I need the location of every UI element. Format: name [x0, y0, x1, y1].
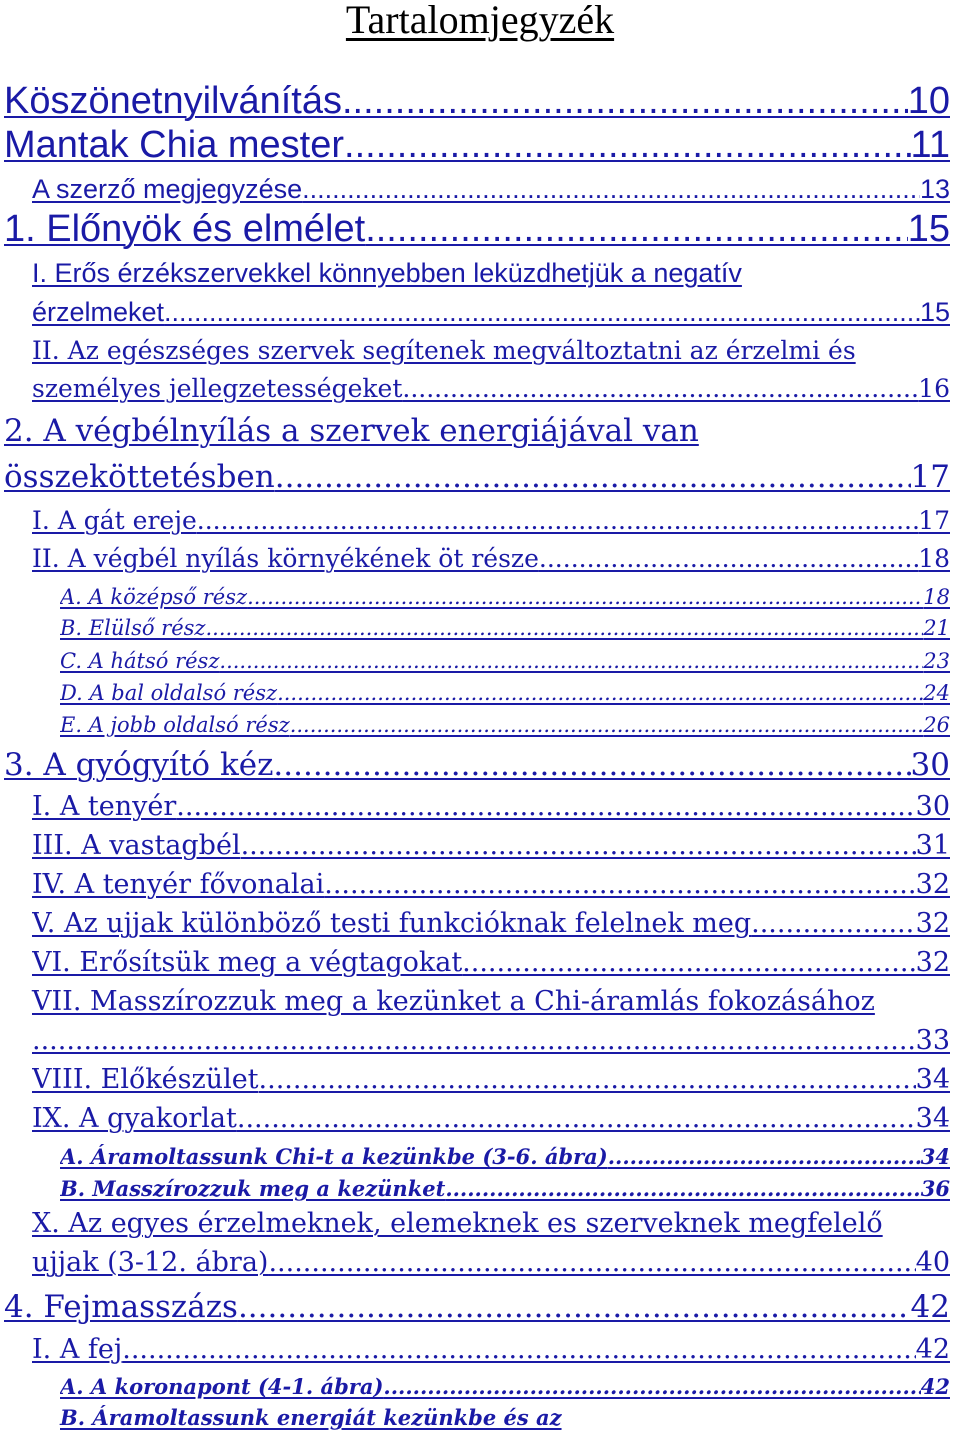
toc-page-number: 40	[915, 1247, 950, 1278]
toc-entry-text: személyes jellegzetességeket	[32, 374, 403, 403]
toc-entry[interactable]	[60, 614, 950, 642]
toc-page-number: 17	[918, 506, 950, 535]
toc-page-number: 16	[918, 374, 950, 403]
toc-entry-text: összeköttetésben	[4, 459, 275, 495]
toc-entry[interactable]	[32, 543, 950, 575]
dot-leader	[275, 458, 911, 496]
dot-leader	[205, 614, 923, 642]
toc-entry-text: II. A végbél nyílás környékének öt része	[32, 544, 539, 573]
dot-leader	[122, 1333, 915, 1367]
toc-entry[interactable]	[60, 711, 950, 739]
toc-entry[interactable]	[60, 583, 950, 611]
toc-entry-text: I. A gát ereje	[32, 506, 197, 535]
dot-leader	[539, 543, 918, 575]
toc-page-number: 42	[920, 1374, 950, 1399]
dot-leader	[751, 907, 916, 941]
dot-leader	[324, 868, 915, 902]
toc-entry-text: E. A jobb oldalsó rész	[60, 713, 290, 737]
toc-entry[interactable]	[32, 1333, 950, 1367]
dot-leader	[197, 505, 918, 537]
toc-entry[interactable]	[32, 172, 950, 206]
toc-entry[interactable]	[60, 1373, 950, 1401]
toc-page-number: 18	[923, 585, 950, 609]
toc-entry[interactable]	[32, 790, 950, 824]
toc-entry[interactable]	[60, 1175, 950, 1203]
toc-page-number: 32	[915, 908, 950, 939]
toc-entry[interactable]	[4, 1288, 950, 1326]
toc-page-number: 11	[910, 124, 950, 166]
dot-leader	[365, 208, 908, 250]
toc-page-number: 32	[915, 869, 950, 900]
toc-entry-text: Mantak Chia mester	[4, 124, 345, 166]
dot-leader	[302, 172, 920, 206]
toc-page-number: 15	[919, 297, 950, 327]
toc-entry-text: B. Elülső rész	[60, 616, 206, 640]
dot-leader	[238, 1288, 911, 1326]
toc-entry-text: A szerző megjegyzése	[32, 174, 303, 204]
toc-entry-text: IV. A tenyér fővonalai	[32, 869, 325, 900]
toc-entry-text: 1. Előnyök és elmélet	[4, 208, 366, 250]
toc-entry[interactable]	[60, 647, 950, 675]
toc-entry[interactable]	[32, 373, 950, 405]
toc-entry-text: C. A hátsó rész	[60, 649, 220, 673]
dot-leader	[247, 583, 923, 611]
toc-page-number: 30	[915, 791, 950, 822]
toc-page-number: 34	[920, 1144, 950, 1169]
dot-leader	[32, 1024, 916, 1058]
toc-page-number: 10	[907, 80, 950, 122]
toc-entry-text: Köszönetnyilvánítás	[4, 80, 342, 122]
dot-leader	[342, 80, 908, 122]
toc-page-number: 30	[910, 747, 950, 783]
toc-entry[interactable]	[4, 458, 950, 496]
toc-entry[interactable]	[32, 946, 950, 980]
toc-entry-text: V. Az ujjak különböző testi funkcióknak felelnek meg	[32, 908, 752, 939]
toc-entry-text[interactable]: B. Áramoltassunk energiát kezünkbe és az	[60, 1405, 562, 1430]
toc-entry-text: A. A koronapont (4-1. ábra)	[60, 1374, 384, 1399]
toc-entry[interactable]	[4, 80, 950, 122]
toc-page-number: 33	[915, 1025, 950, 1056]
dot-leader	[237, 1102, 916, 1136]
toc-entry[interactable]	[60, 679, 950, 707]
toc-entry[interactable]	[4, 746, 950, 784]
dot-leader	[344, 124, 911, 166]
dot-leader	[164, 295, 920, 329]
dot-leader	[176, 790, 915, 824]
toc-entry[interactable]	[32, 907, 950, 941]
toc-entry[interactable]	[32, 295, 950, 329]
toc-entry-text: D. A bal oldalsó rész	[60, 681, 278, 705]
toc-page-number: 23	[923, 649, 950, 673]
toc-entry[interactable]	[32, 829, 950, 863]
dot-leader	[277, 679, 923, 707]
toc-page-number: 42	[915, 1334, 950, 1365]
toc-entry-text: I. A fej	[32, 1334, 123, 1365]
toc-entry-text: 3. A gyógyító kéz	[4, 747, 274, 783]
toc-page-number: 13	[919, 174, 950, 204]
toc-entry-text: B. Masszírozzuk meg a kezünket	[60, 1176, 446, 1201]
toc-entry[interactable]	[32, 1063, 950, 1097]
toc-entry-text[interactable]: X. Az egyes érzelmeknek, elemeknek es szerveknek megfelelő	[32, 1208, 883, 1239]
toc-entry-text: IX. A gyakorlat	[32, 1103, 237, 1134]
dot-leader	[383, 1373, 920, 1401]
dot-leader	[268, 1246, 915, 1280]
toc-entry-text[interactable]: VII. Masszírozzuk meg a kezünket a Chi-áramlás fokozásához	[32, 986, 875, 1017]
dot-leader	[608, 1143, 921, 1171]
toc-page-number: 31	[915, 830, 950, 861]
toc-entry-text: A. A középső rész	[60, 585, 248, 609]
toc-entry[interactable]	[32, 1024, 950, 1058]
toc-entry-text[interactable]: 2. A végbélnyílás a szervek energiájával van	[4, 413, 699, 449]
toc-page-number: 34	[915, 1064, 950, 1095]
toc-entry-text: I. A tenyér	[32, 791, 177, 822]
dot-leader	[241, 829, 916, 863]
toc-entry[interactable]	[32, 868, 950, 902]
dot-leader	[290, 711, 924, 739]
toc-entry[interactable]	[60, 1143, 950, 1171]
toc-entry[interactable]	[32, 1102, 950, 1136]
toc-page-number: 26	[923, 713, 950, 737]
toc-page-number: 15	[907, 208, 950, 250]
dot-leader	[219, 647, 923, 675]
dot-leader	[462, 946, 915, 980]
toc-entry-text[interactable]: I. Erős érzékszervekkel könnyebben leküzdhetjük a negatív	[32, 258, 742, 288]
dot-leader	[402, 373, 918, 405]
toc-entry-text: VIII. Előkészület	[32, 1064, 259, 1095]
toc-page-number: 24	[923, 681, 950, 705]
toc-page-number: 42	[910, 1289, 950, 1325]
page-title: Tartalomjegyzék	[345, 0, 615, 42]
toc-entry-text: 4. Fejmasszázs	[4, 1289, 238, 1325]
dot-leader	[273, 746, 910, 784]
toc-page-number: 17	[910, 459, 950, 495]
toc-entry[interactable]	[32, 505, 950, 537]
toc-page-number: 34	[915, 1103, 950, 1134]
toc-entry-text: VI. Erősítsük meg a végtagokat	[32, 947, 463, 978]
toc-entry-text: ujjak (3-12. ábra)	[32, 1247, 269, 1278]
toc-page-number: 36	[920, 1176, 950, 1201]
toc-page-number: 32	[915, 947, 950, 978]
toc-page-number: 18	[918, 544, 950, 573]
toc-entry[interactable]	[32, 1246, 950, 1280]
toc-entry-text: III. A vastagbél	[32, 830, 241, 861]
toc-entry[interactable]	[4, 124, 950, 166]
dot-leader	[445, 1175, 920, 1203]
toc-entry-text[interactable]: II. Az egészséges szervek segítenek megváltoztatni az érzelmi és	[32, 336, 856, 365]
toc-page-number: 21	[923, 616, 950, 640]
dot-leader	[259, 1063, 916, 1097]
toc-entry-text: érzelmeket	[32, 297, 165, 327]
toc-entry[interactable]	[4, 208, 950, 250]
toc-entry-text: A. Áramoltassunk Chi-t a kezünkbe (3-6. ábra)	[60, 1144, 608, 1169]
